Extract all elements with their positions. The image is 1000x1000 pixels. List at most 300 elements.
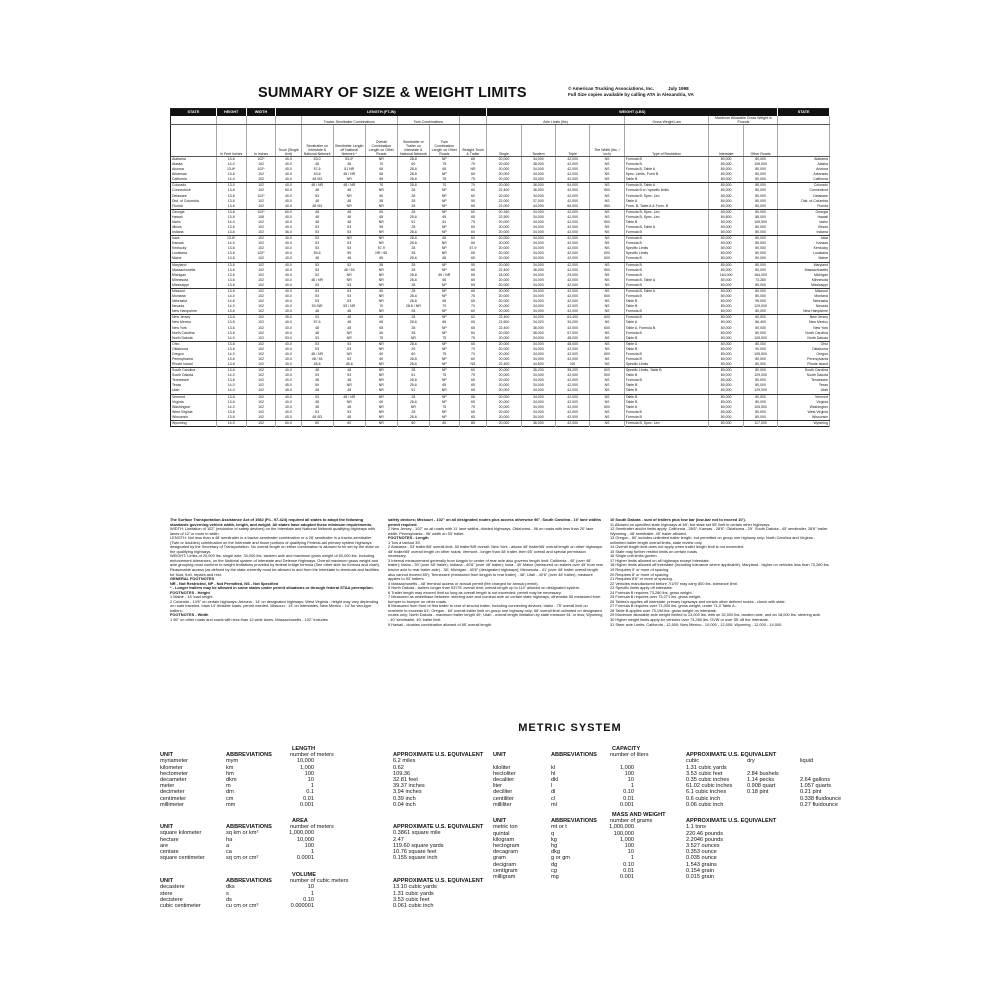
state-name-right: Virginia [778,400,830,405]
table-cell: 105,500 [743,405,777,410]
table-cell: NS [590,177,624,183]
table-cell: 42,000 [555,388,589,394]
table-cell: 80,000 [743,326,777,331]
table-cell: 102 [246,420,276,426]
table-cell: 34,000 [521,410,555,415]
metric-cell: 1.31 cubic yards [393,890,434,897]
table-cell: 53 [301,246,333,251]
table-cell: 35,200 [521,368,555,374]
table-cell: 40-0 [276,236,301,242]
metric-cell: 1.543 grains [686,861,717,868]
table-cell: 20,000 [487,236,521,242]
table-cell: 80,000 [743,199,777,204]
table-cell: 59-6 [301,251,333,256]
table-cell: NS [459,362,487,368]
table-cell: 60-0 [276,188,301,193]
state-name: Rhode Island [171,362,217,368]
table-cell: Formula B [624,157,709,163]
copyright-line: © American Trucking Associations, Inc. [568,86,655,91]
state-name-right: Oregon [778,352,830,357]
table-cell: 80,000 [743,256,777,262]
state-name: Connecticut [171,188,217,193]
table-body [171,157,830,427]
state-name-right: West Virginia [778,410,830,415]
state-name-right: Massachusetts [778,268,830,273]
table-cell: Formula B, Spec. Lim. [624,215,709,220]
table-cell: 20,340 [487,209,521,215]
footnote: 25 Formula B requires over 73,271 lbs. gross weight. [610,594,702,600]
table-cell: 80,000 [709,209,743,215]
table-cell: 102 [246,288,276,294]
table-cell: 105,500 [743,336,777,342]
table-cell: 28 [397,309,429,315]
table-cell: 34,000 [521,304,555,309]
state-name-right: New Hampshire [778,309,830,315]
table-cell: 102 [246,262,276,268]
table-cell: NP [429,225,459,230]
table-cell: Formula B [624,230,709,236]
table-cell: 42,000 [555,225,589,230]
table-cell: 75 [459,162,487,167]
table-cell: 53-0* [333,157,365,163]
footnote: FOOTNOTES - Length [388,535,429,541]
table-cell: 34,200 [555,320,589,325]
metric-cell: 2.84 bushels [747,770,779,777]
metric-cell: ds [226,896,232,903]
state-name-right: New Mexico [778,320,830,325]
table-cell: 48 [333,256,365,262]
table-cell: NS [590,410,624,415]
state-name-right: Illinois [778,225,830,230]
table-cell: 80,000 [743,309,777,315]
table-cell: 65 [459,400,487,405]
state-name-right: Minnesota [778,278,830,283]
table-cell: 80,000 [709,294,743,299]
metric-cell: 0.015 grain [686,874,714,880]
metric-cell: m [226,783,231,790]
table-cell: 42,000 [555,246,589,251]
table-cell: 53 [333,262,365,268]
state-name-right: North Carolina [778,331,830,336]
metric-cell: 3.53 cubic feet [686,770,723,777]
metric-abbr-header: ABBREVIATIONS [226,878,272,885]
table-cell: 40-0 [276,167,301,172]
table-cell: NS [590,420,624,426]
metric-cell: stere [160,890,173,897]
table-cell: 75 [365,336,397,342]
table-cell: 60-0 [276,420,301,426]
table-cell: 13-6 [216,283,246,289]
table-cell: Table A, Formula B [624,326,709,331]
metric-cell: 1.31 cubic yards [686,764,727,771]
footnotes-col1 [170,518,380,623]
table-cell: NS [555,362,589,368]
state-name-right: Texas [778,383,830,388]
table-cell: 48 /53 [301,204,333,210]
table-cell: 53 [333,341,365,347]
metric-cell: 0.001 [300,801,314,808]
table-cell: 40-0 [276,331,301,336]
table-cell: 75 [459,336,487,342]
metric-cell: cm [226,795,234,802]
table-cell: 102 [246,388,276,394]
table-cell: 48 / NR [333,183,365,189]
state-name: Montana [171,294,217,299]
table-cell: NR [365,273,397,278]
table-cell: 75 [459,177,487,183]
table-cell: 40-0 [276,299,301,304]
table-cell: 60 [365,288,397,294]
table-cell: 53 [333,294,365,299]
table-cell: 102 [246,162,276,167]
metric-cell: milligram [493,874,516,880]
state-name: Vermont [171,394,217,400]
table-cell: 28-6 [397,415,429,421]
table-cell: Table B [624,304,709,309]
footnote: WIDTH: Limitation of 102" (exclusive of safety devices) on the Interstate and National Network qualifying highways with lanes of 12' or more in width. [170,526,375,536]
table-cell: 48 [301,256,333,262]
table-cell: NS [590,378,624,383]
state-name: Hawaii [171,215,217,220]
table-cell: 80,000 [709,241,743,246]
table-cell: 20,000 [487,341,521,347]
table-cell: Formula B, Spec. Lim. [624,209,709,215]
table-cell: 34,000 [521,415,555,421]
table-cell: 36-0 [276,230,301,236]
metric-cell: a [226,842,230,849]
table-cell: 42,000 [555,394,589,400]
table-cell: 65 [459,268,487,273]
table-cell: 13-6 [216,172,246,177]
metric-cell: 1,000 [300,764,314,771]
table-cell: NS [590,183,624,189]
table-cell: 28-6 [397,256,429,262]
footnote: 13 Oregon - 60' includes unlimited trailer length, but permitted on group one highway only; North Carolina and Virginia - unlimited trailer length overall limits, state review only. [610,535,816,545]
table-cell: 20,000 [487,230,521,236]
table-cell: 102* [246,209,276,215]
table-cell: 60 [365,331,397,336]
table-cell: 40-0 [276,304,301,309]
metric-cell: cg [551,867,557,874]
table-cell: 70 [459,304,487,309]
col-triple: Triple [555,125,589,157]
metric-us-header: APPROXIMATE U.S. EQUIVALENT [686,818,777,825]
table-cell: 129,000 [743,373,777,378]
state-name: Illinois [171,225,217,230]
table-cell: 53 [333,299,365,304]
table-cell: 28 [397,283,429,289]
table-cell: 42,000 [555,157,589,163]
table-cell: 28 [397,204,429,210]
table-cell: 40-0 [276,225,301,230]
table-cell: NP [429,400,459,405]
table-cell: 53 [301,273,333,278]
state-name: New York [171,326,217,331]
metric-cell: 1 [310,849,314,855]
table-cell: 13-6 [216,215,246,220]
table-cell: 20,000 [487,278,521,283]
table-cell: 28 [397,209,429,215]
metric-cell: 0.10 [623,789,634,796]
table-cell: 20,000 [487,162,521,167]
table-cell: NP [429,209,459,215]
metric-cell: dm [226,789,234,796]
table-cell: 48 / NR [301,352,333,357]
footnote: 8 Measured from front of first trailer to rear of second trailer, including connecting devices; Idaho - 75' overall limit on rear/mile to exceeds 61'; Oregon - 60' overall trailer limit on group one highway only; 68' overall limit unlimited on designated routes only; North Dakota - maximum trailer length 40'; Utah - overall length limitation by state measure 61' or less; Wyoming - 40' semitrailer, 40' trailer limit. [388,603,603,623]
table-cell: 80,000 [743,268,777,273]
metric-cell: cl [551,795,556,802]
table-cell: Formula B [624,415,709,421]
table-cell: 20,000 [487,400,521,405]
metric-cell: quintal [493,830,510,837]
metric-abbr-header: ABBREVIATIONS [551,818,597,825]
table-cell: 28-6 [397,341,429,347]
table-cell: 80,000 [709,172,743,177]
table-cell: Table B [624,220,709,225]
table-cell: 13-6 [216,315,246,321]
table-cell: 60 [459,194,487,199]
table-cell: 60 [365,194,397,199]
table-cell: 40-0 [276,162,301,167]
table-cell: 48 [333,415,365,421]
table-cell: 48 / NR [301,278,333,283]
state-name: New Mexico [171,320,217,325]
table-cell: 20,000 [487,225,521,230]
table-cell: Formula B [624,410,709,415]
metric-cell: 10 [627,777,634,783]
table-cell: 53 [333,410,365,415]
state-name: Minnesota [171,278,217,283]
table-cell: 42,000 [555,383,589,388]
table-cell: 53 [333,225,365,230]
header-width: WIDTH [246,109,276,117]
table-cell: Table A [624,320,709,325]
table-cell: NP [429,262,459,268]
metric-num-header: number of cubic meters [290,878,349,885]
table-cell: Formula B [624,283,709,289]
metric-cell: 1.14 pecks [747,777,775,783]
metric-cell: 32.81 feet [393,777,418,783]
table-cell: 80,000 [709,341,743,347]
table-cell: 40-0 [276,157,301,163]
table-cell: 64,400 [555,315,589,321]
table-cell: 22,500 [487,215,521,220]
footnote: 14 Overall length limit does not apply when trailer length limit is not exceeded. [610,544,745,550]
table-cell: 42,000 [555,378,589,383]
table-cell: 60 [459,331,487,336]
table-cell: 13-6 [216,415,246,421]
metric-cell: 0.01 [623,795,634,802]
table-cell: 40-0 [276,256,301,262]
table-cell: 102 [246,347,276,352]
metric-cell: 10 [307,777,314,783]
table-cell: NS [590,209,624,215]
table-cell: 48 [301,215,333,220]
table-cell: 53 [301,283,333,289]
table-cell: 65 [429,278,459,283]
metric-cell: kl [551,764,556,771]
table-cell: 102* [246,167,276,172]
col-semi-other: Semitrailer Length off National Network * [333,125,365,157]
metric-cell: decaliter [493,777,515,783]
table-cell: 42,000 [555,420,589,426]
metric-cell: s [226,890,229,897]
header-state-right: STATE [778,109,830,117]
table-cell: 102 [246,352,276,357]
table-cell: 102 [246,405,276,410]
table-cell: NR [333,336,365,342]
table-cell: 28 [397,268,429,273]
table-cell: 20,000 [487,309,521,315]
table-cell: NR [333,383,365,388]
table-cell: NS [590,167,624,172]
table-cell: 102 [246,410,276,415]
table-cell: Formula B [624,352,709,357]
table-cell: NR [333,278,365,283]
table-cell: 48 / 53 [301,357,333,362]
footnotes-col3 [610,518,830,627]
state-name: Oregon [171,352,217,357]
metric-cell: g or gm [551,855,570,862]
table-cell: NS [590,357,624,362]
table-cell: Formula B [624,262,709,268]
footnote: 11 Allowed on specified state highways at 65'; but state set 55' limit in certain other highways. [610,521,771,527]
table-cell: 34,000 [521,341,555,347]
state-name: Arizona [171,167,217,172]
table-cell: 38,000 [521,162,555,167]
state-name: Kansas [171,241,217,246]
footnote: 2 Colorado - 14'6" on certain highways; Arizona - 14' on designated highways; West Virginia - height may vary depending on route traveled, Iowa 14' divisible loads, permit needed. Missouri - 14' on Interstates, New Mexico - 14' for van-type trailers. [170,598,379,613]
table-cell: 102 [246,236,276,242]
table-cell: 36,000 [521,268,555,273]
table-cell: 80,000 [709,410,743,415]
table-cell: 13-6 [216,262,246,268]
table-cell: 22,400 [487,268,521,273]
table-cell: 48 / NR [333,394,365,400]
metric-cell: 1 [310,890,314,897]
table-cell: 28-6 [397,177,429,183]
metric-cell: l [551,783,553,790]
table-cell: 20,000 [487,331,521,336]
table-cell: 80,000 [709,362,743,368]
metric-cell: dkm [226,777,237,783]
table-cell: 53 [333,347,365,352]
state-name-right: Alabama [778,157,830,163]
table-cell: Formula B [624,357,709,362]
footnote: 21 Requires 8'6" or more of spacing. [610,576,673,582]
table-cell: 20,000 [487,220,521,225]
table-cell: 65 [459,410,487,415]
table-cell: 80,000 [743,167,777,172]
table-cell: NS [590,241,624,246]
state-name: Idaho [171,220,217,225]
table-cell: 40-0 [276,309,301,315]
table-cell: 80,000 [709,309,743,315]
table-cell: 102 [246,357,276,362]
table-row [171,420,830,426]
table-cell: 80,000 [709,352,743,357]
metric-cell: 3.53 cubic feet [393,896,430,903]
table-cell: 40-0 [276,204,301,210]
table-cell: 45-0 [276,388,301,394]
metric-cell: milliliter [493,801,512,808]
table-cell: 34,000 [521,278,555,283]
metric-cell: liter [493,783,503,790]
table-cell: 20,000 [487,194,521,199]
metric-cell: 10,000 [296,836,314,843]
table-cell: 40-0 [276,278,301,283]
footnote: 16 Single unit limits govern. [610,553,658,559]
table-cell: Table A [624,199,709,204]
table-cell: 42,000 [555,405,589,410]
state-name: Mississippi [171,283,217,289]
table-cell: 40-0 [276,378,301,383]
table-cell: 13-6 [216,326,246,331]
table-cell: 40-0 [276,352,301,357]
table-cell: 61 [397,373,429,378]
metric-cell: q [551,830,555,837]
table-cell: NP [429,394,459,400]
table-cell: 102 [246,378,276,383]
table-cell: 13-6 [216,194,246,199]
table-cell: 102 [246,304,276,309]
table-cell: Formula B, Table A [624,288,709,294]
table-cell: Table B [624,177,709,183]
state-name: Wyoming [171,420,217,426]
table-cell: 42,000 [555,268,589,273]
footnote: 6 Trailer length may exceed limit so long as overall length is not exceeded; permit may be necessary. [388,589,562,595]
table-cell: 40-0 [276,362,301,368]
table-cell: 34,000 [521,400,555,405]
table-cell: NR [333,273,365,278]
table-cell: 80,000 [709,268,743,273]
table-cell: 48 [333,309,365,315]
table-cell: NP [429,331,459,336]
table-cell: 65 [459,326,487,331]
table-cell: 28 [397,288,429,294]
metric-cell: 0.353 ounce [686,849,717,856]
table-cell: 70 [429,183,459,189]
table-cell: 42,000 [555,251,589,256]
table-cell: 102 [246,225,276,230]
metric-cell: 13.10 cubic yards [393,884,437,891]
table-cell: NP [429,268,459,273]
table-cell: 28 [397,225,429,230]
table-cell: 14-0 [216,177,246,183]
metric-cell: 0.061 cubic inch [393,903,434,909]
table-cell: NR [365,347,397,352]
table-cell: 65 [365,326,397,331]
table-cell: NR [397,405,429,410]
table-cell: 80,000 [709,188,743,193]
table-cell: 65 [365,177,397,183]
footnote: 28 Table B applies over 75,198 lbs. gross weight on interstate. [610,607,717,613]
state-name: Missouri [171,288,217,294]
table-cell: 102 [246,172,276,177]
table-cell: Formula B [624,256,709,262]
table-cell: 42,000 [555,209,589,215]
metric-cell: gram [493,855,506,862]
state-name-right: South Dakota [778,373,830,378]
table-cell: NR [365,341,397,347]
table-cell: 65 [429,236,459,242]
metric-cell: ca [226,849,232,855]
table-cell: 85,500 [743,241,777,246]
table-cell: 14-0 [216,388,246,394]
table-cell: 65 [429,383,459,388]
table-cell: 60 [301,420,333,426]
table-cell: NR [333,194,365,199]
